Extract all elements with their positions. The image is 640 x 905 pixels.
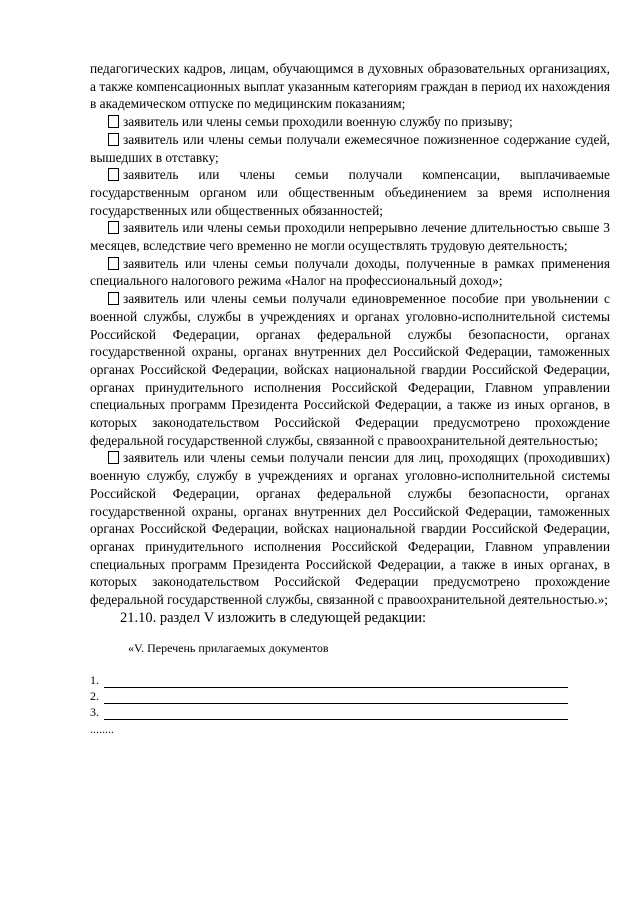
list-item xyxy=(90,704,610,720)
list-number: 2. xyxy=(90,689,99,704)
checkbox-5[interactable] xyxy=(108,257,119,270)
checkbox-4[interactable] xyxy=(108,221,119,234)
checkbox-item-4 xyxy=(90,219,610,254)
checkbox-item-1 xyxy=(90,113,610,131)
checkbox-item-6 xyxy=(90,290,610,449)
checkbox-2[interactable] xyxy=(108,133,119,146)
checkbox-item-2 xyxy=(90,131,610,166)
document-page xyxy=(90,60,610,737)
checkbox-1[interactable] xyxy=(108,115,119,128)
item-text-3: заявитель или члены семьи получали компенсации, выплачиваемые государственным органом или общественным объединением за время исполнения государственных или общественных обязанностей; xyxy=(90,167,610,218)
item-text-2: заявитель или члены семьи получали ежемесячное пожизненное содержание судей, вышедших в отставку; xyxy=(90,131,610,165)
item-text-4: заявитель или члены семьи проходили непрерывно лечение длительностью свыше 3 месяцев, вследствие чего временно не могли осуществлять трудовую деятельность; xyxy=(90,220,610,254)
document-list xyxy=(90,672,610,737)
item-text-7: заявитель или члены семьи получали пенсии для лиц, проходящих (проходивших) военную службу, службу в учреждениях и органах уголовно-исполнительной системы Российской Федерации, органах федеральной службы безопасности, органах государственной охраны, органах внутренних дел Российской Федерации, таможенных органах Российской Федерации, войсках национальной гвардии Российской Федерации, органах принудительного исполнения Российской Федерации, Главном управлении специальных программ Президента Российской Федерации, а также в иных органах, в которых законодательством Российской Федерации предусмотрено прохождение федеральной государственной службы, связанной с правоохранительной деятельностью.»; xyxy=(90,450,610,608)
list-item xyxy=(90,688,610,704)
list-item xyxy=(90,672,610,688)
intro-paragraph: педагогических кадров, лицам, обучающимся в духовных образовательных организациях, а также компенсационных выплат указанным категориям граждан в период их нахождения в академическом отпуске по медицинским показаниям; xyxy=(90,61,610,112)
item-text-1: заявитель или члены семьи проходили военную службу по призыву; xyxy=(123,114,513,130)
checkbox-item-3 xyxy=(90,166,610,219)
checkbox-7[interactable] xyxy=(108,451,119,464)
section-heading: 21.10. раздел V изложить в следующей редакции: xyxy=(120,609,426,626)
checkbox-item-5 xyxy=(90,255,610,290)
section-subtitle: «V. Перечень прилагаемых документов xyxy=(128,641,329,656)
fill-line[interactable] xyxy=(104,708,568,720)
item-text-5: заявитель или члены семьи получали доходы, полученные в рамках применения специального налогового режима «Налог на профессиональный доход»; xyxy=(90,255,610,289)
checkbox-3[interactable] xyxy=(108,168,119,181)
list-ellipsis: ........ xyxy=(90,722,114,737)
fill-line[interactable] xyxy=(104,676,568,688)
item-text-6: заявитель или члены семьи получали единовременное пособие при увольнении с военной службы, службы в учреждениях и органах уголовно-исполнительной системы Российской Федерации, органах федеральной службы безопасности, органах государственной охраны, органах внутренних дел Российской Федерации, таможенных органах Российской Федерации, войсках национальной гвардии Российской Федерации, органах принудительного исполнения Российской Федерации, Главном управлении специальных программ Президента Российской Федерации, а также из иных органов, в которых законодательством Российской Федерации предусмотрено прохождение федеральной государственной службы, связанной с правоохранительной деятельностью; xyxy=(90,291,610,448)
list-number: 3. xyxy=(90,705,99,720)
checkbox-item-7 xyxy=(90,449,610,608)
fill-line[interactable] xyxy=(104,692,568,704)
list-number: 1. xyxy=(90,673,99,688)
checkbox-6[interactable] xyxy=(108,292,119,305)
